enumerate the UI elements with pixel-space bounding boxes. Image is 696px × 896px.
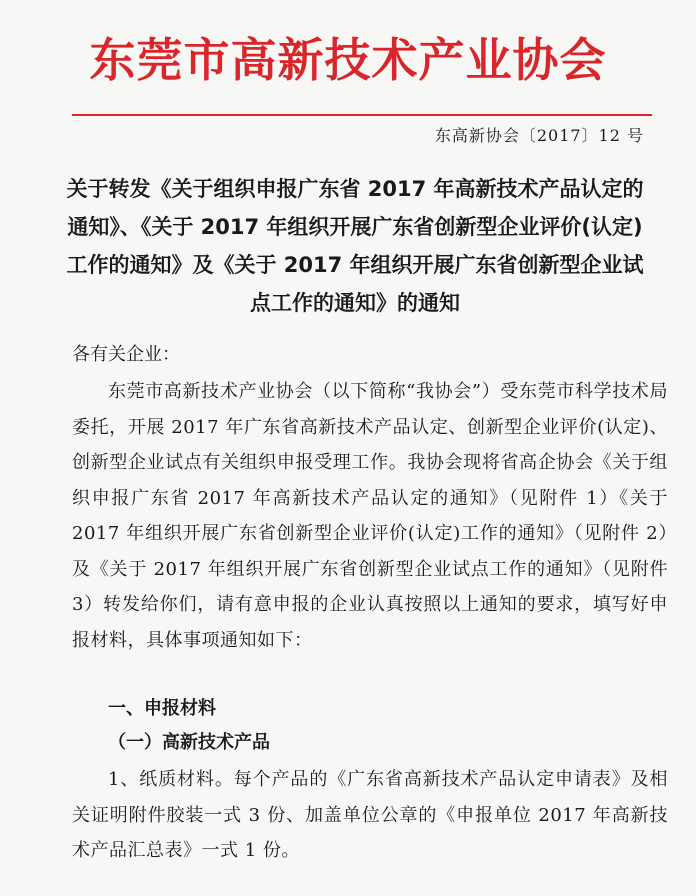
document-title: 关于转发《关于组织申报广东省 2017 年高新技术产品认定的通知》、《关于 2017 年组织开展广东省创新型企业评价(认定)工作的通知》及《关于 2017 年组织开展广东省创新型企业试点工作的通知》的通知 [66, 177, 644, 315]
subsection-heading-1: （一）高新技术产品 [108, 732, 270, 753]
body-paragraph-1: 东莞市高新技术产业协会（以下简称“我协会”）受东莞市科学技术局委托，开展 2017 年广东省高新技术产品认定、创新型企业评价(认定)、创新型企业试点有关组织申报受理工作。我协会现将省高企协会《关于组织申报广东省 2017 年高新技术产品认定的通知》（见附件 1）《关于 2017 年组织开展广东省创新型企业评价(认定)工作的通知》（见附件 2）及《关于 2017 年组织开展广东省创新型企业试点工作的通知》（见附件 3）转发给你们，请有意申报的企业认真按照以上通知的要求，填写好申报材料，具体事项通知如下： [72, 381, 668, 651]
salutation: 各有关企业： [72, 344, 180, 365]
section-heading-1: 一、申报材料 [108, 698, 216, 719]
list-item-1: 1、纸质材料。每个产品的《广东省高新技术产品认定申请表》及相关证明附件胶装一式 3 份、加盖单位公章的《申报单位 2017 年高新技术产品汇总表》一式 1 份。 [72, 769, 668, 861]
document-number: 东高新协会〔2017〕12 号 [434, 126, 644, 145]
masthead-org-name: 东莞市高新技术产业协会 [89, 33, 607, 87]
red-header-rule [72, 114, 652, 116]
